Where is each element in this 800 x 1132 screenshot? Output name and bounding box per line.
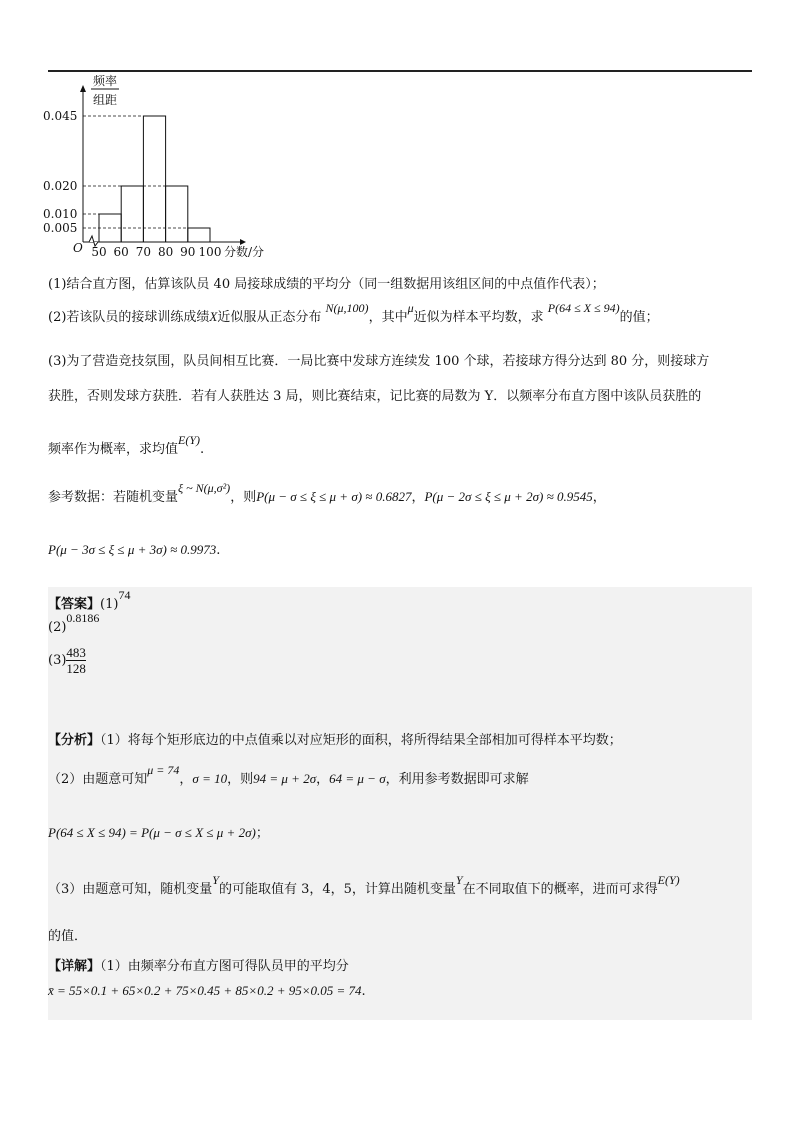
histogram-bar (121, 186, 143, 242)
analysis-line-3: P(64 ≤ X ≤ 94) = P(μ − σ ≤ X ≤ μ + 2σ)； (48, 825, 269, 841)
question-2: (2)若该队员的接球训练成绩X近似服从正态分布 N(μ,100)，其中μ近似为样本平均数，求 P(64 ≤ X ≤ 94)的值； (48, 301, 659, 325)
detail-line-2: x̄ = 55×0.1 + 65×0.2 + 75×0.45 + 85×0.2 + 95×0.05 = 74. (48, 983, 366, 999)
x-tick-label: 100 (198, 245, 222, 257)
x-axis-label: 分数/分 (224, 245, 265, 257)
y-tick-label: 0.020 (43, 179, 78, 193)
answer-line-1: 【答案】(1)74 (48, 588, 131, 612)
answer-line-3: (3) $\frac{483}{128}$ (48, 645, 86, 676)
analysis-line-1: 【分析】（1）将每个矩形底边的中点值乘以对应矩形的面积，将所得结果全部相加可得样本平均数； (48, 733, 622, 748)
frequency-histogram (40, 72, 300, 257)
y-axis-arrow (80, 85, 86, 92)
y-tick-label: 0.010 (43, 207, 78, 221)
y-tick-label: 0.005 (43, 221, 78, 235)
x-tick-label: 70 (135, 245, 152, 257)
question-1: (1)结合直方图，估算该队员 40 局接球成绩的平均分（同一组数据用该组区间的中点值作代表）； (48, 277, 605, 292)
reference-data-line-2: P(μ − 3σ ≤ ξ ≤ μ + 3σ) ≈ 0.9973. (48, 542, 221, 558)
histogram-bar (143, 116, 165, 242)
y-label-bottom: 组距 (93, 93, 118, 107)
reference-data: 参考数据：若随机变量ξ ~ N(μ,σ²)，则P(μ − σ ≤ ξ ≤ μ + σ) ≈ 0.6827，P(μ − 2σ ≤ ξ ≤ μ + 2σ) ≈ 0.9545， (48, 481, 606, 505)
x-tick-label: 50 (91, 245, 107, 257)
histogram-bar (188, 228, 210, 242)
y-label-top: 频率 (93, 74, 118, 88)
analysis-line-2: （2）由题意可知μ = 74，σ = 10，则94 = μ + 2σ，64 = μ − σ，利用参考数据即可求解 (48, 763, 529, 787)
analysis-line-5: 的值． (48, 929, 88, 944)
origin-label: O (73, 241, 83, 255)
histogram-bar (166, 186, 188, 242)
x-tick-label: 80 (157, 245, 174, 257)
answer-line-2: (2)0.8186 (48, 611, 100, 635)
analysis-line-4: （3）由题意可知，随机变量Y的可能取值有 3，4，5，计算出随机变量Y在不同取值下的概率，进而可求得E(Y) (48, 873, 680, 897)
question-3-line-3: 频率作为概率，求均值E(Y). (48, 433, 205, 457)
question-3-line-2: 获胜，否则发球方获胜．若有人获胜达 3 局，则比赛结束，记比赛的局数为 Y．以频率分布直方图中该队员获胜的 (48, 389, 702, 404)
question-3-line-1: (3)为了营造竞技氛围，队员间相互比赛．一局比赛中发球方连续发 100 个球，若接球方得分达到 80 分，则接球方 (48, 354, 710, 369)
x-tick-label: 60 (113, 245, 129, 257)
y-tick-label: 0.045 (43, 109, 78, 123)
answer-3-fraction: $\frac{483}{128}$ (66, 645, 86, 676)
detail-line-1: 【详解】（1）由频率分布直方图可得队员甲的平均分 (48, 959, 349, 974)
x-tick-label: 90 (180, 245, 196, 257)
